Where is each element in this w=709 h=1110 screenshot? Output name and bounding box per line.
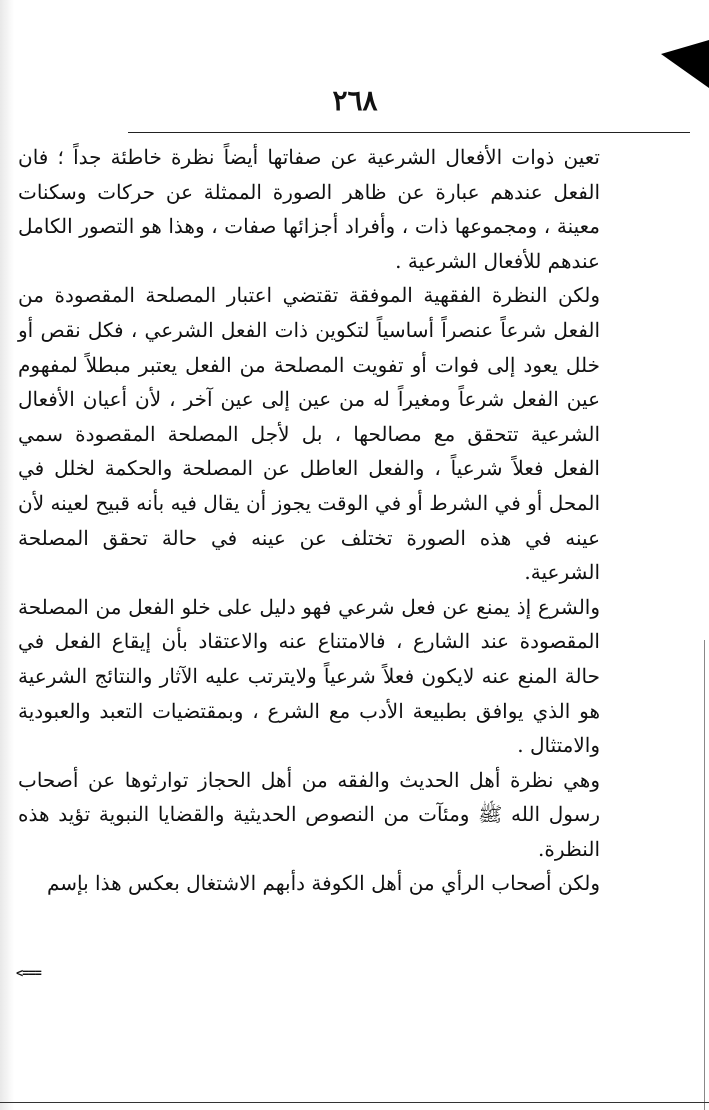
scan-edge-line [704, 640, 705, 1110]
paragraph-2: ولكن النظرة الفقهية الموفقة تقتضي اعتبار المصلحة المقصودة من الفعل شرعاً عنصراً أساسياً لتكوين ذات الفعل الشرعي ، فكل نقص أو خلل يعود إلى فوات أو تفويت المصلحة من الفعل يعتبر مبطلاً لمفهوم عين الفعل شرعاً ومغيراً له من عين إلى عين آخر ، لأن أعيان الأفعال الشرعية تتحقق مع مصالحها ، بل لأجل المصلحة المقصودة سمي الفعل فعلاً شرعياً ، والفعل العاطل عن المصلحة والحكمة لخلل في المحل أو في الشرط أو في الوقت يجوز أن يقال فيه بأنه قبيح لعينه لأن عينه في هذه الصورة تختلف عن عينه في حالة تحقق المصلحة الشرعية. [18, 283, 600, 585]
page-corner-mark [661, 40, 709, 88]
paragraph-1: تعين ذوات الأفعال الشرعية عن صفاتها أيضاً نظرة خاطئة جداً ؛ فان الفعل عندهم عبارة عن ظاهر الصورة الممثلة عن حركات وسكنات معينة ، ومجموعها ذات ، وأفراد أجزائها صفات ، وهذا هو التصور الكامل عندهم للأفعال الشرعية . [18, 145, 600, 273]
header-rule [128, 132, 690, 133]
scan-edge-shadow [0, 0, 14, 1110]
continuation-marker: <=== [16, 966, 41, 980]
body-text [18, 140, 600, 901]
page-number: ٢٦٨ [332, 84, 378, 117]
paragraph-3: والشرع إذ يمنع عن فعل شرعي فهو دليل على خلو الفعل من المصلحة المقصودة عند الشارع ، فالامتناع عنه والاعتقاد بأن إيقاع الفعل في حالة المنع عنه لايكون فعلاً شرعياً ولايترتب عليه الآثار والنتائج الشرعية هو الذي يوافق بطبيعة الأدب مع الشرع ، وبمقتضيات التعبد والعبودية والامتثال . [18, 594, 600, 758]
bottom-edge-line [0, 1102, 709, 1103]
paragraph-5: ولكن أصحاب الرأي من أهل الكوفة دأبهم الاشتغال بعكس هذا بإسم [46, 871, 600, 896]
paragraph-4: وهي نظرة أهل الحديث والفقه من أهل الحجاز توارثوها عن أصحاب رسول الله ﷺ ومئآت من النصوص الحديثية والقضايا النبوية تؤيد هذه النظرة. [18, 767, 600, 861]
